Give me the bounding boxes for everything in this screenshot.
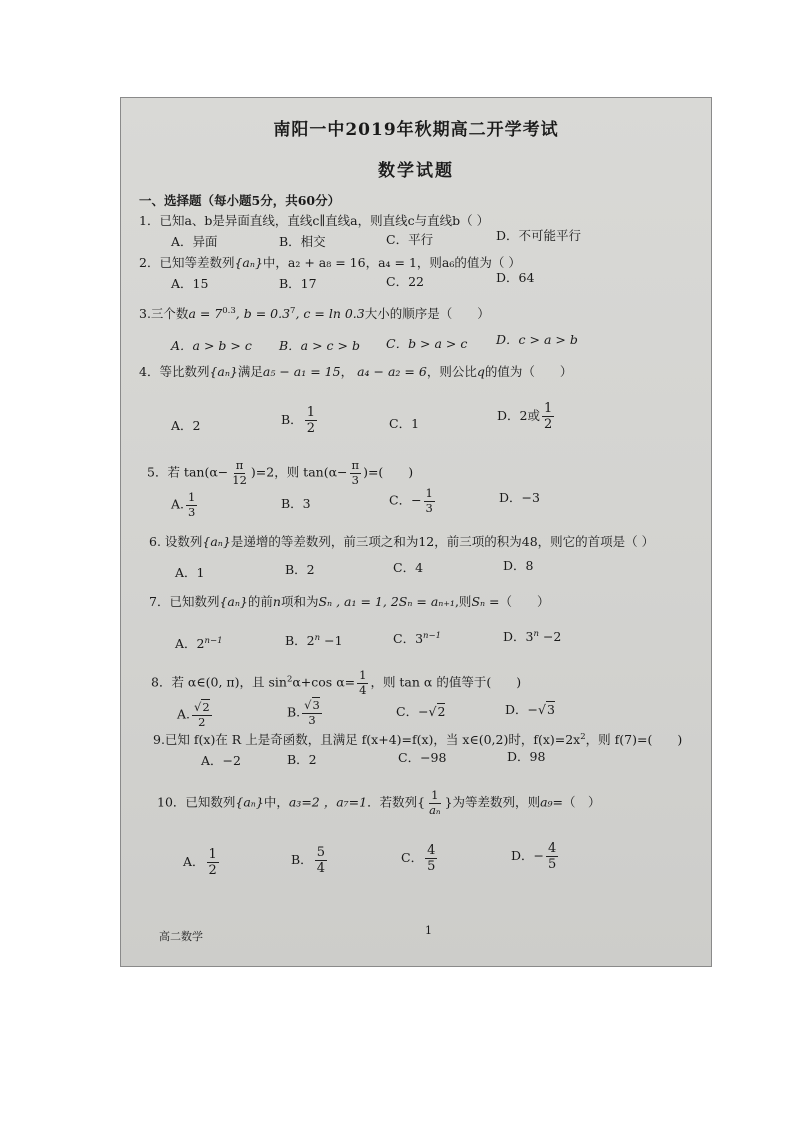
q8-opta-label: A. [177,706,191,722]
q7-optd-base: D．3 [503,629,534,644]
q5-opta-num: 1 [188,490,196,504]
q5-optc-label: C．− [389,492,422,508]
question-6-stem [149,534,654,550]
question-9-stem [153,732,682,748]
q4-optb-fraction [305,406,317,435]
q4-cond-2: a₄ − a₂ = 6 [357,364,427,379]
q4-seq: {aₙ} [209,364,238,379]
q5-f2-num: π [351,458,360,472]
q3-exp-a: 0.3 [222,305,236,316]
question-7-stem [149,594,550,610]
q10-a9: a₉ [540,794,553,810]
question-7-option-b [285,633,343,649]
q7-n-symbol: n [272,594,281,609]
q8-text-c: ，则 tan α 的值等于( ) [370,674,522,690]
q7-condition: Sₙ , a₁ = 1, 2Sₙ = aₙ₊₁ [318,594,455,609]
q7-optd-exp: n [533,628,539,639]
q5-opta-fraction [186,492,197,518]
q8-optd-label: D．− [505,702,538,717]
q10-optd-label: D．− [511,848,544,863]
q4-text-d: 的值为（ ） [484,364,573,379]
question-2-stem [139,255,521,271]
q8-optb-num: √3 [304,698,320,712]
q4-text-b: 满足 [237,364,263,379]
question-5-option-d: D．−3 [499,490,540,505]
question-8-option-d: D．−√3 [505,702,555,717]
q7-text-c: 项和为 [280,594,319,609]
q5-f2-den: 3 [351,472,359,487]
question-4-option-a: A．2 [171,418,201,433]
q10-optb-num: 5 [316,845,325,860]
q3-text-a: 3.三个数 [139,306,189,321]
question-6-option-b: B．2 [285,562,315,577]
question-2-option-b: B．17 [279,276,317,291]
question-10-option-d [511,842,560,871]
question-9-option-c: C．−98 [398,750,447,765]
q8-optb-label: B. [287,704,301,720]
q8-square: 2 [286,674,293,685]
q5-text-b: )=2，则 tan(α− [250,464,348,480]
q10-optc-den: 5 [427,859,436,874]
question-8-option-c: C．−√2 [396,704,446,719]
q10-text-b: 中， [263,794,289,810]
q4-ratio-symbol: q [476,364,485,379]
question-1-option-b: B．相交 [279,234,326,249]
question-6-option-c: C．4 [393,560,424,575]
q9-text-b: ，则 f(7)=( ) [585,732,683,747]
q8-text-b: α+cos α= [292,674,356,690]
question-9-option-d: D．98 [507,749,546,764]
question-5-option-b: B．3 [281,496,311,511]
q4-optb-den: 2 [306,421,315,436]
q7-optb-exp: n [314,632,321,643]
section-heading: 一、选择题（每小题5分，共60分） [139,193,341,208]
question-1-option-c: C．平行 [386,232,434,247]
q8-optd-radicand: 3 [546,702,555,717]
question-2-option-c: C．22 [386,274,424,289]
q3-b-def: , b = 0.3 [235,306,291,321]
q2-middle: 中，a₂ + a₈ = 16，a₄ = 1，则a₆的值为（ ） [262,255,521,270]
question-9-option-b: B．2 [287,752,317,767]
q5-text-a: 5．若 tan(α− [147,464,229,480]
q10-opta-den: 2 [208,863,217,878]
q3-c-def: , c = ln 0.3 [295,306,365,321]
q8-optc-label: C．− [396,704,429,719]
q5-optc-fraction [424,488,435,514]
q10-text-e: =（ ） [552,794,601,810]
question-10-stem [157,790,601,816]
q7-optc-base: C．3 [393,631,424,646]
q10-text-a: 10．已知数列 [157,794,236,810]
question-7-option-d [503,629,561,645]
q10-optb-label: B． [291,852,313,867]
q10-optd-fraction [546,842,558,871]
q10-optc-fraction [425,844,437,873]
question-4-option-d [497,402,556,431]
q10-text-d: }为等差数列，则 [444,794,541,810]
q7-sn: Sₙ = [471,594,500,609]
q8-optc-radicand: 2 [437,704,446,719]
q5-opta-label: A. [171,496,185,512]
q5-f1-num: π [235,458,244,472]
question-7-option-c [393,631,441,647]
q10-opta-fraction [207,848,219,877]
q4-optd-fraction [542,402,554,431]
q3-exp-b: 7 [290,305,296,316]
q4-text-c: ，则公比 [426,364,477,379]
exam-subtitle: 数学试题 [378,161,454,181]
q10-optd-den: 5 [548,857,557,872]
question-1-option-a: A．异面 [171,234,218,249]
question-4-option-c: C．1 [389,416,420,431]
q4-optd-label: D．2或 [497,408,540,423]
q5-optc-den: 3 [425,500,433,515]
q7-optd-tail: −2 [538,629,562,644]
question-8-option-a [177,702,214,728]
exam-title: 南阳一中2019年秋期高二开学考试 [273,120,559,140]
question-1-option-d: D．不可能平行 [496,228,582,243]
question-6-option-d: D．8 [503,558,534,573]
q7-optb-tail: −1 [320,633,343,648]
q2-seq: {aₙ} [234,255,263,270]
q4-optb-num: 1 [306,405,315,420]
q6-text-b: 是递增的等差数列，前三项之和为12，前三项的积为48，则它的首项是（ ） [230,534,655,549]
exam-sheet [120,97,712,967]
question-10-option-b [291,846,329,875]
q10-optd-num: 4 [548,841,557,856]
q10-fraction [427,790,443,816]
q2-prefix: 2．已知等差数列 [139,255,235,270]
q8-text-a: 8．若 α∈(0, π)，且 sin [151,674,287,690]
q5-f1-den: 12 [232,472,247,487]
q7-text-b: 的前 [247,594,273,609]
q10-optc-label: C． [401,850,424,865]
footer-subject: 高二数学 [159,930,203,943]
question-5-option-c [389,488,437,514]
q5-text-c: )=( ) [363,464,414,480]
question-8-option-b [287,700,324,726]
q4-cond-1: a₅ − a₁ = 15 [262,364,341,379]
question-3-option-d: D．c > a > b [496,332,578,347]
q9-text-a: 9.已知 f(x)在 R 上是奇函数，且满足 f(x+4)=f(x)，当 x∈(0,2)时，f(x)=2x [153,732,581,747]
question-2-option-d: D．64 [496,270,535,285]
question-7-option-a [175,636,223,652]
question-4-option-b [281,406,319,435]
footer-page-number: 1 [425,924,432,937]
q9-square: 2 [580,731,586,742]
q8-optb-den: 3 [308,712,316,727]
q7-text-d: ,则 [454,594,472,609]
q4-optd-den: 2 [543,417,553,432]
q10-opta-num: 1 [208,847,217,862]
q10-seq: {aₙ} [235,794,264,810]
q7-text-a: 7．已知数列 [149,594,220,609]
question-4-stem: 4．等比数列{aₙ}满足a₅ − a₁ = 15， a₄ − a₂ = 6，则公比q的值为（ ） [139,364,573,379]
q5-frac-2 [350,460,362,486]
q10-condition: a₃=2 ，a₇=1 [288,794,368,810]
q7-optc-exp: n−1 [423,630,442,641]
q5-optc-num: 1 [425,486,433,500]
q3-text-e: 大小的顺序是（ ） [364,306,490,321]
q8-optb-radicand: 3 [312,698,320,712]
q10-optc-num: 4 [427,843,436,858]
q8-opta-radicand: 2 [202,700,210,714]
question-9-option-a: A．−2 [201,753,241,768]
q6-text-a: 6. 设数列 [149,534,203,549]
question-3-option-c: C．b > a > c [386,336,468,351]
q8-fraction [357,670,368,696]
q7-text-e: （ ） [499,594,550,609]
q8-den: 4 [359,682,367,697]
q10-optb-fraction [315,846,327,875]
q7-seq: {aₙ} [219,594,248,609]
q4-optb-label: B． [281,412,303,427]
question-3-option-b: B．a > c > b [279,338,360,353]
q7-opta-base: A．2 [175,636,205,651]
q8-opta-num: √2 [194,700,210,714]
question-5-option-a [171,492,199,518]
q5-frac-1 [230,460,249,486]
q10-opta-label: A． [183,854,205,869]
q8-opta-den: 2 [198,714,206,729]
question-6-option-a: A．1 [175,565,205,580]
question-5-stem [147,460,413,486]
question-10-option-a [183,848,221,877]
q10-den: aₙ [429,802,441,817]
question-8-stem [151,670,521,696]
question-3-option-a: A．a > b > c [171,338,252,353]
q10-optb-den: 4 [316,861,325,876]
q10-text-c: ．若数列{ [367,794,426,810]
q7-optb-base: B．2 [285,633,315,648]
question-2-option-a: A．15 [171,276,209,291]
q6-seq: {aₙ} [202,534,231,549]
q10-num: 1 [431,788,439,802]
q3-a-def: a = 7 [188,306,223,321]
q8-num: 1 [359,668,367,682]
q8-optb-fraction [302,700,322,726]
q4-optd-num: 1 [543,401,553,416]
q7-opta-exp: n−1 [204,635,223,646]
question-3-stem [139,306,490,322]
q5-opta-den: 3 [188,504,196,519]
q8-opta-fraction [192,702,212,728]
q4-text-a: 4．等比数列 [139,364,210,379]
question-10-option-c [401,844,439,873]
question-1-stem: 1．已知a、b是异面直线，直线c∥直线a，则直线c与直线b（ ） [139,213,490,228]
